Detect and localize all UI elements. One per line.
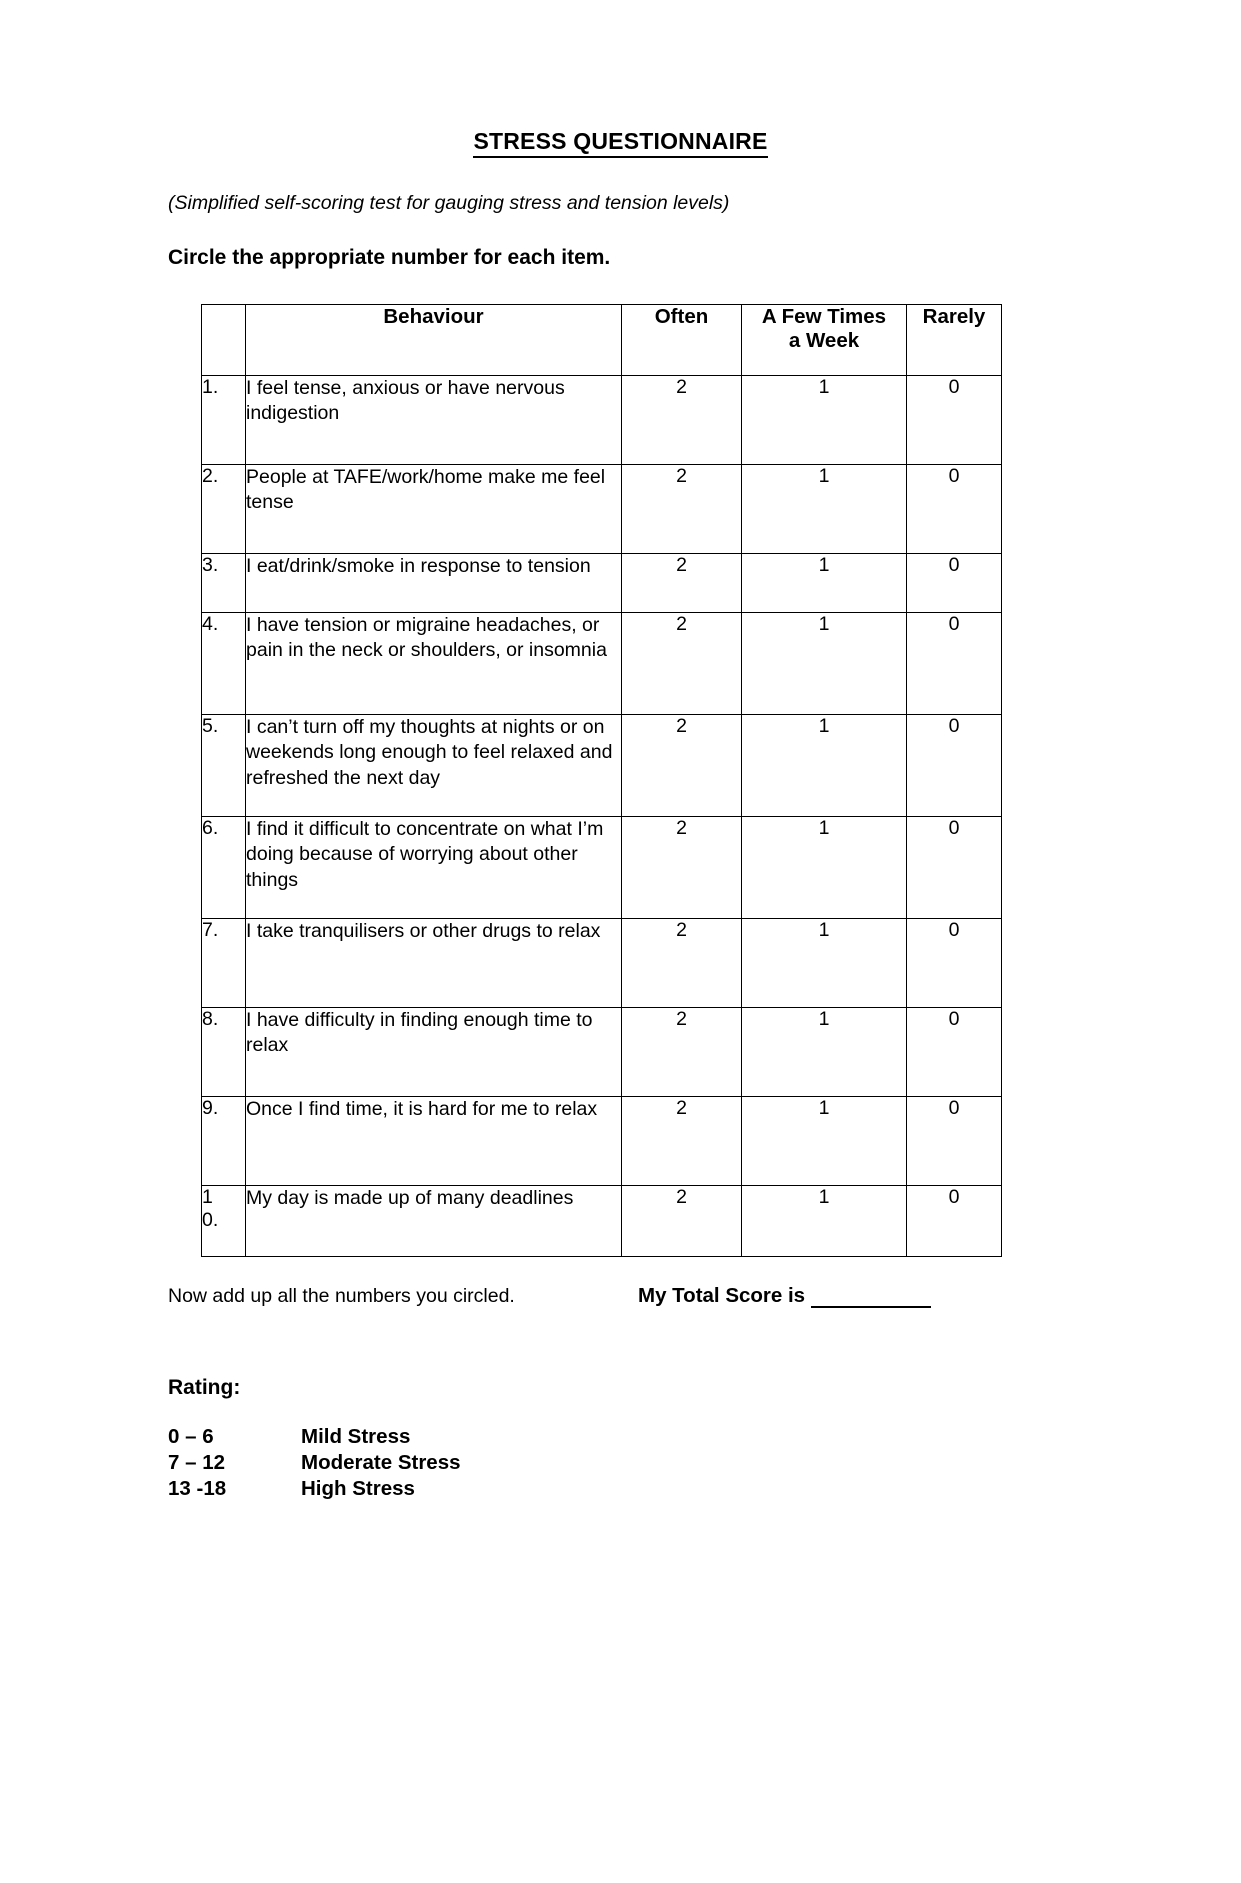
score-often[interactable]: 2 (622, 613, 742, 715)
score-a-few-times[interactable]: 1 (742, 715, 907, 817)
score-often[interactable]: 2 (622, 919, 742, 1008)
score-rarely[interactable]: 0 (907, 1008, 1002, 1097)
add-up-instruction: Now add up all the numbers you circled. (168, 1285, 515, 1307)
instruction-text: Circle the appropriate number for each item. (168, 246, 611, 269)
row-behaviour: My day is made up of many deadlines (246, 1186, 622, 1257)
score-often[interactable]: 2 (622, 554, 742, 613)
row-number: 2. (202, 465, 246, 554)
score-a-few-times[interactable]: 1 (742, 554, 907, 613)
rating-label: High Stress (301, 1477, 415, 1501)
score-a-few-times[interactable]: 1 (742, 817, 907, 919)
score-often[interactable]: 2 (622, 376, 742, 465)
score-often[interactable]: 2 (622, 1008, 742, 1097)
table-row (202, 1097, 1002, 1186)
column-header-behaviour: Behaviour (246, 305, 622, 376)
rating-range: 0 – 6 (168, 1425, 214, 1448)
score-often[interactable]: 2 (622, 715, 742, 817)
total-score-label (638, 1284, 931, 1308)
header-line-2: a Week (788, 328, 860, 352)
row-number (202, 1186, 246, 1257)
score-often[interactable]: 2 (622, 817, 742, 919)
rating-item (168, 1424, 1241, 1450)
table-row (202, 1186, 1002, 1257)
row-behaviour: Once I find time, it is hard for me to relax (246, 1097, 622, 1186)
page-title: STRESS QUESTIONNAIRE (473, 128, 767, 158)
score-rarely[interactable]: 0 (907, 1097, 1002, 1186)
questionnaire-table (201, 304, 1002, 1257)
rating-item (168, 1450, 1241, 1476)
row-behaviour: People at TAFE/work/home make me feel tense (246, 465, 622, 554)
total-score-line (168, 1284, 1241, 1308)
row-number: 4. (202, 613, 246, 715)
row-number: 1. (202, 376, 246, 465)
table-header (202, 305, 1002, 376)
row-number: 3. (202, 554, 246, 613)
row-behaviour: I have difficulty in finding enough time to relax (246, 1008, 622, 1097)
score-rarely[interactable]: 0 (907, 919, 1002, 1008)
rating-heading: Rating: (168, 1376, 241, 1399)
row-behaviour: I have tension or migraine headaches, or pain in the neck or shoulders, or insomnia (246, 613, 622, 715)
table-row (202, 715, 1002, 817)
document-subtitle: (Simplified self-scoring test for gauging stress and tension levels) (168, 192, 730, 214)
score-rarely[interactable]: 0 (907, 613, 1002, 715)
total-score-text: My Total Score is (638, 1284, 806, 1307)
score-a-few-times[interactable]: 1 (742, 1008, 907, 1097)
row-number: 9. (202, 1097, 246, 1186)
table-row (202, 1008, 1002, 1097)
row-number: 8. (202, 1008, 246, 1097)
row-number: 5. (202, 715, 246, 817)
table-row (202, 817, 1002, 919)
row-behaviour: I take tranquilisers or other drugs to relax (246, 919, 622, 1008)
row-behaviour: I feel tense, anxious or have nervous indigestion (246, 376, 622, 465)
column-header-rarely: Rarely (907, 305, 1002, 376)
table-row (202, 465, 1002, 554)
rating-list (168, 1424, 1241, 1503)
row-behaviour: I find it difficult to concentrate on what I’m doing because of worrying about other things (246, 817, 622, 919)
score-a-few-times[interactable]: 1 (742, 1097, 907, 1186)
table-row (202, 554, 1002, 613)
rating-range: 13 -18 (168, 1477, 227, 1501)
rating-range: 7 – 12 (168, 1451, 225, 1475)
table-row (202, 919, 1002, 1008)
table-row (202, 376, 1002, 465)
score-rarely[interactable]: 0 (907, 465, 1002, 554)
title-container (0, 128, 1241, 158)
header-blank-cell (202, 305, 246, 376)
row-number: 6. (202, 817, 246, 919)
header-line-1: A Few Times (761, 305, 887, 328)
rating-item (168, 1476, 1241, 1502)
row-number: 7. (202, 919, 246, 1008)
score-rarely[interactable]: 0 (907, 1186, 1002, 1257)
score-often[interactable]: 2 (622, 1097, 742, 1186)
row-behaviour: I can’t turn off my thoughts at nights or on weekends long enough to feel relaxed and refreshed the next day (246, 715, 622, 817)
score-a-few-times[interactable]: 1 (742, 613, 907, 715)
column-header-a-few-times-a-week (742, 305, 907, 376)
score-often[interactable]: 2 (622, 1186, 742, 1257)
score-rarely[interactable]: 0 (907, 554, 1002, 613)
score-rarely[interactable]: 0 (907, 376, 1002, 465)
document-page (0, 128, 1241, 1883)
table-header-row (202, 305, 1002, 376)
score-a-few-times[interactable]: 1 (742, 1186, 907, 1257)
rating-label: Mild Stress (301, 1425, 411, 1448)
score-rarely[interactable]: 0 (907, 715, 1002, 817)
score-rarely[interactable]: 0 (907, 817, 1002, 919)
score-a-few-times[interactable]: 1 (742, 376, 907, 465)
score-a-few-times[interactable]: 1 (742, 919, 907, 1008)
column-header-often: Often (622, 305, 742, 376)
row-number-line-2: 0. (202, 1209, 219, 1231)
rating-label: Moderate Stress (301, 1451, 461, 1475)
table-row (202, 613, 1002, 715)
table-body (202, 376, 1002, 1257)
score-a-few-times[interactable]: 1 (742, 465, 907, 554)
row-number-line-1: 1 (202, 1186, 213, 1208)
total-score-input[interactable] (811, 1305, 931, 1308)
score-often[interactable]: 2 (622, 465, 742, 554)
row-behaviour: I eat/drink/smoke in response to tension (246, 554, 622, 613)
